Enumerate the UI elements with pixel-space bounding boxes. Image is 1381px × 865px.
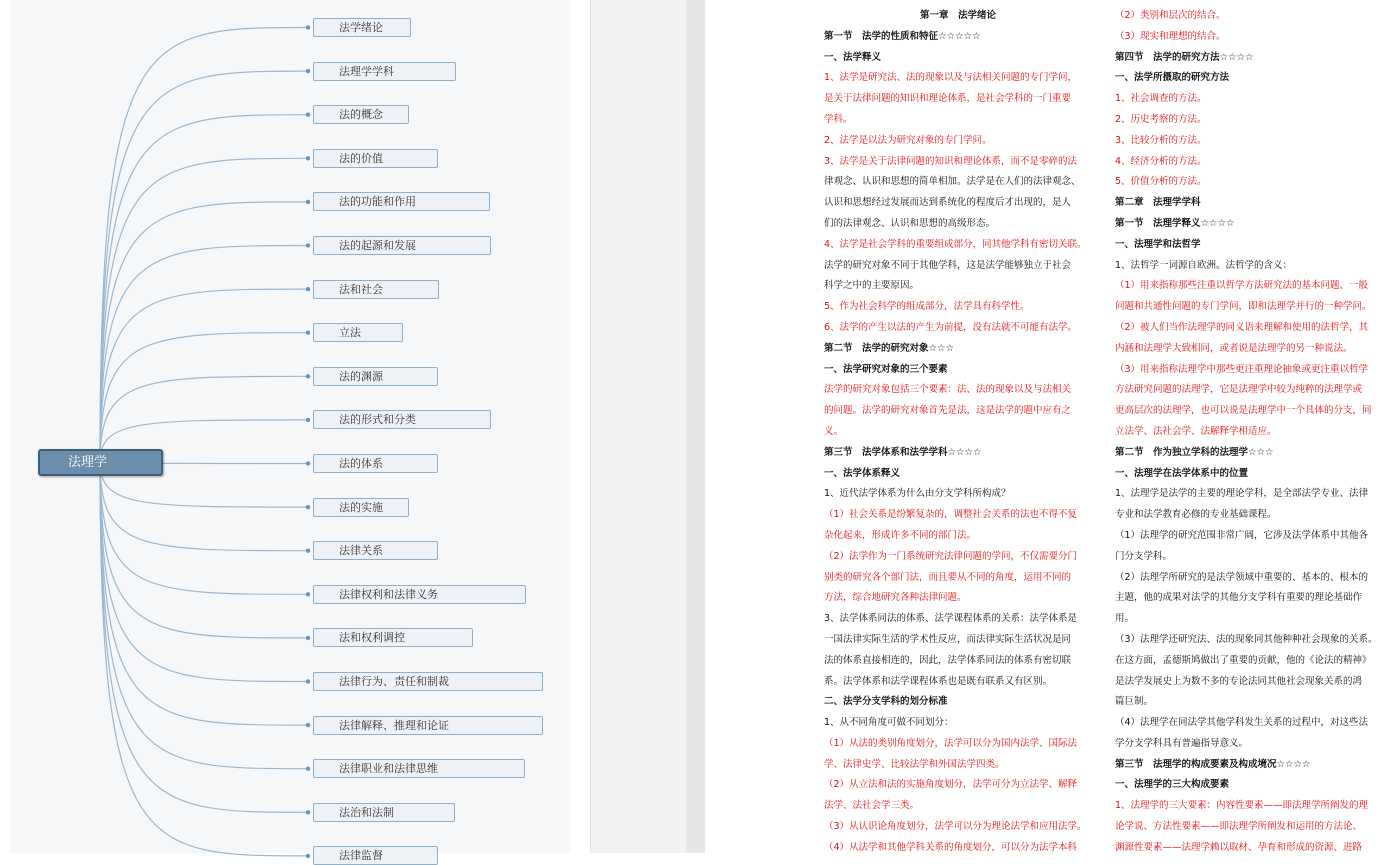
document-line: 学科。 bbox=[824, 113, 853, 125]
mindmap-connector-dot bbox=[306, 331, 310, 335]
document-line: 第一节 法学的性质和特征☆☆☆☆☆ bbox=[824, 30, 981, 42]
mindmap-connector-line bbox=[100, 71, 308, 462]
page-gutter bbox=[686, 0, 705, 853]
document-line: 渊源性要素——法理学赖以取材、孕育和形成的资源、进路 bbox=[1115, 841, 1363, 853]
document-line: 第二节 法学的研究对象☆☆☆ bbox=[824, 342, 955, 354]
mindmap-connector-line bbox=[100, 462, 308, 594]
document-line: 1、法理学是法学的主要的理论学科，是全部法学专业、法律 bbox=[1115, 488, 1369, 500]
mindmap-connector-line bbox=[100, 462, 308, 812]
document-line: 们的法律观念、认识和思想的高级形态。 bbox=[824, 217, 996, 229]
document-line: 5、价值分析的方法。 bbox=[1115, 176, 1207, 188]
document-line: 第二节 作为独立学科的法理学☆☆☆ bbox=[1115, 446, 1274, 458]
document-line: 一国法律实际生活的学术性反应，而法律实际生活状况是同 bbox=[824, 633, 1072, 645]
document-line: 问题和共通性问题的专门学问，即和法理学并行的一种学问。 bbox=[1115, 301, 1372, 313]
document-line: 更高层次的法理学，也可以说是法理学中一个具体的分支，同 bbox=[1115, 405, 1372, 417]
document-line: 1、法学是研究法、法的现象以及与法相关问题的专门学问， bbox=[824, 72, 1078, 84]
document-line: 1、法哲学一词源自欧洲。法哲学的含义： bbox=[1115, 259, 1293, 271]
document-line: 3、法学体系同法的体系、法学课程体系的关系：法学体系是 bbox=[824, 613, 1078, 625]
document-line: 的问题。法学的研究对象首先是法，这是法学的题中应有之 bbox=[824, 405, 1072, 417]
mindmap-branch-node[interactable]: 法的起源和发展 bbox=[313, 236, 491, 255]
document-line: 学分支学科具有普遍指导意义。 bbox=[1115, 737, 1249, 749]
mindmap-connector-line bbox=[100, 246, 308, 463]
mindmap-connector-line bbox=[100, 158, 308, 462]
document-line: 3、比较分析的方法。 bbox=[1115, 134, 1207, 146]
document-line: 论学说、方法性要素——即法理学所阐发和运用的方法论、 bbox=[1115, 821, 1363, 833]
mindmap-connector-dot bbox=[306, 69, 310, 73]
document-line: 1、法理学的三大要素：内容性要素——即法理学所阐发的理 bbox=[1115, 800, 1369, 812]
document-line: （2）从立法和法的实施角度划分，法学可分为立法学、解释 bbox=[824, 779, 1078, 791]
document-line: 法学的研究对象包括三个要素：法、法的现象以及与法相关 bbox=[824, 384, 1072, 396]
mindmap-connector-line bbox=[100, 202, 308, 462]
document-line: 别类的研究各个部门法，而且要从不同的角度，运用不同的 bbox=[824, 571, 1072, 583]
document-line: 6、法学的产生以法的产生为前提，没有法就不可能有法学。 bbox=[824, 321, 1078, 333]
document-line: 科学之中的主要原因。 bbox=[824, 280, 920, 292]
document-line: 2、历史考察的方法。 bbox=[1115, 113, 1207, 125]
mindmap-connector-dot bbox=[306, 200, 310, 204]
document-column-left bbox=[824, 6, 1092, 859]
document-line: 是关于法律问题的知识和理论体系，是社会学科的一门重要 bbox=[824, 93, 1072, 105]
document-column-right bbox=[1115, 6, 1380, 859]
document-line: （1）社会关系是纷繁复杂的，调整社会关系的法也不得不复 bbox=[824, 509, 1078, 521]
mindmap-branch-node[interactable]: 法律解释、推理和论证 bbox=[313, 716, 543, 735]
document-line: 主题，他的成果对法学的其他分支学科有重要的理论基础作 bbox=[1115, 592, 1363, 604]
mindmap-connector-dot bbox=[306, 287, 310, 291]
mindmap-connector-dot bbox=[306, 679, 310, 683]
document-line: 4、法学是社会学科的重要组成部分，同其他学科有密切关联。 bbox=[824, 238, 1087, 250]
mindmap-connector-dot bbox=[306, 374, 310, 378]
mindmap-connector-line bbox=[100, 462, 308, 725]
document-line: （2）被人们当作法理学的同义语来理解和使用的法哲学，其 bbox=[1115, 321, 1369, 333]
mindmap-connector-dot bbox=[306, 243, 310, 247]
document-line: 认识和思想经过发展而达到系统化的程度后才出现的，是人 bbox=[824, 197, 1072, 209]
document-line: 系。法学体系和法学课程体系也是既有联系又有区别。 bbox=[824, 675, 1053, 687]
mindmap-branch-node[interactable]: 法律监督 bbox=[313, 846, 438, 865]
mindmap-branch-node[interactable]: 法的价值 bbox=[313, 149, 438, 168]
document-line: 5、作为社会科学的组成部分，法学具有科学性。 bbox=[824, 301, 1030, 313]
document-line: 义。 bbox=[824, 425, 844, 437]
mindmap-branch-node[interactable]: 法律关系 bbox=[313, 541, 438, 560]
mindmap-connector-line bbox=[100, 333, 308, 462]
document-line: 杂化起来，形成许多不同的部门法。 bbox=[824, 529, 977, 541]
mindmap-connector-dot bbox=[306, 636, 310, 640]
document-line: 方法研究问题的法理学，它是法理学中较为纯粹的法理学或 bbox=[1115, 384, 1363, 396]
mindmap-branch-node[interactable]: 法理学学科 bbox=[313, 62, 456, 81]
mindmap-branch-node[interactable]: 法治和法制 bbox=[313, 803, 455, 822]
mindmap-connector-line bbox=[100, 115, 308, 462]
mindmap-connector-line bbox=[100, 289, 308, 462]
mindmap-connector-dot bbox=[306, 113, 310, 117]
document-line: （3）从认识论角度划分，法学可以分为理论法学和应用法学。 bbox=[824, 821, 1087, 833]
document-line: 在这方面，孟德斯鸠做出了重要的贡献，他的《论法的精神》 bbox=[1115, 654, 1372, 666]
document-line: （1）法理学的研究范围非常广阔，它涉及法学体系中其他各 bbox=[1115, 529, 1369, 541]
document-line: 是法学发展史上为数不多的专论法同其他社会现象关系的鸿 bbox=[1115, 675, 1363, 687]
document-line: 律观念、认识和思想的简单相加。法学是在人们的法律观念、 bbox=[824, 176, 1081, 188]
mindmap-branch-node[interactable]: 法和社会 bbox=[313, 280, 439, 299]
document-line: 专业和法学教育必修的专业基础课程。 bbox=[1115, 509, 1277, 521]
document-line: 一、法学释义 bbox=[824, 51, 882, 63]
mindmap-connector-line bbox=[100, 462, 308, 856]
document-line: 二、法学分支学科的划分标准 bbox=[824, 696, 948, 708]
document-line: （2）法理学所研究的是法学领域中重要的、基本的、根本的 bbox=[1115, 571, 1369, 583]
mindmap-branch-node[interactable]: 立法 bbox=[313, 323, 403, 342]
mindmap-branch-node[interactable]: 法和权利调控 bbox=[313, 628, 473, 647]
mindmap-branch-node[interactable]: 法的功能和作用 bbox=[313, 192, 490, 211]
document-line: 3、法学是关于法律问题的知识和理论体系，而不是零碎的法 bbox=[824, 155, 1078, 167]
mindmap-connector-dot bbox=[306, 505, 310, 509]
mindmap-connector-dot bbox=[306, 810, 310, 814]
document-line: （3）法理学还研究法、法的现象同其他种种社会现象的关系。 bbox=[1115, 633, 1378, 645]
document-line: 一、法学体系释义 bbox=[824, 467, 901, 479]
mindmap-branch-node[interactable]: 法的形式和分类 bbox=[313, 410, 491, 429]
document-line: 用。 bbox=[1115, 613, 1135, 625]
document-line: （4）从法学和其他学科关系的角度划分，可以分为法学本科 bbox=[824, 841, 1078, 853]
document-line: 内涵和法理学大致相同，或者说是法理学的另一种说法。 bbox=[1115, 342, 1353, 354]
document-line: （2）法学作为一门系统研究法律问题的学问，不仅需要分门 bbox=[824, 550, 1078, 562]
document-line: 4、经济分析的方法。 bbox=[1115, 155, 1207, 167]
document-line: 门分支学科。 bbox=[1115, 550, 1173, 562]
document-line: 方法，综合地研究各种法律问题。 bbox=[824, 592, 967, 604]
mindmap-connector-dot bbox=[306, 461, 310, 465]
mindmap-connector-dot bbox=[306, 156, 310, 160]
mindmap-connector-dot bbox=[306, 854, 310, 858]
mindmap-connector-line bbox=[100, 28, 308, 463]
mindmap-connector-dot bbox=[306, 723, 310, 727]
document-line: 法的体系直接相连的，因此，法学体系同法的体系有密切联 bbox=[824, 654, 1072, 666]
mindmap-branch-node[interactable]: 法的体系 bbox=[313, 454, 438, 473]
document-line: （3）用来指称法理学中那些更注重理论抽象或更注重以哲学 bbox=[1115, 363, 1369, 375]
mindmap-connector-line bbox=[100, 462, 308, 638]
document-line: 一、法学研究对象的三个要素 bbox=[824, 363, 948, 375]
mindmap-connector-dot bbox=[306, 592, 310, 596]
mindmap-branch-node[interactable]: 法的概念 bbox=[313, 105, 409, 124]
document-line: （1）用来指称那些注重以哲学方法研究法的基本问题、一般 bbox=[1115, 280, 1369, 292]
document-line: 法学、法社会学三类。 bbox=[824, 800, 920, 812]
document-line: 第一章 法学绪论 bbox=[919, 10, 996, 21]
document-line: 第三节 法理学的构成要素及构成境况☆☆☆☆ bbox=[1115, 758, 1311, 770]
document-line: 第三节 法学体系和法学学科☆☆☆☆ bbox=[824, 446, 982, 458]
mindmap-branch-node[interactable]: 法律权利和法律义务 bbox=[313, 585, 526, 604]
document-line: 立法学、法社会学、法解释学相适应。 bbox=[1115, 425, 1277, 437]
mindmap-root-node[interactable]: 法理学 bbox=[38, 449, 163, 476]
document-line: 篇巨制。 bbox=[1115, 696, 1154, 708]
document-line: 1、近代法学体系为什么由分支学科所构成？ bbox=[824, 488, 1011, 500]
document-line: （1）从法的类别角度划分，法学可以分为国内法学、国际法 bbox=[824, 737, 1078, 749]
document-line: （4）法理学在同法学其他学科发生关系的过程中，对这些法 bbox=[1115, 717, 1369, 729]
document-line: 一、法理学和法哲学 bbox=[1115, 238, 1201, 250]
mindmap-branch-node[interactable]: 法学绪论 bbox=[313, 18, 411, 37]
document-page bbox=[705, 0, 1381, 853]
mindmap-branch-node[interactable]: 法的实施 bbox=[313, 498, 409, 517]
document-line: 一、法理学在法学体系中的位置 bbox=[1115, 467, 1249, 479]
document-line: 一、法学所摄取的研究方法 bbox=[1115, 72, 1230, 84]
document-line: 1、社会调查的方法。 bbox=[1115, 93, 1207, 105]
document-line: 第四节 法学的研究方法☆☆☆☆ bbox=[1115, 51, 1254, 63]
document-line: （2）类别和层次的结合。 bbox=[1115, 10, 1226, 21]
mindmap-connector-dot bbox=[306, 767, 310, 771]
mindmap-connector-dot bbox=[306, 418, 310, 422]
mindmap-branch-node[interactable]: 法律行为、责任和制裁 bbox=[313, 672, 543, 691]
mindmap-branch-node[interactable]: 法的渊源 bbox=[313, 367, 438, 386]
document-line: 第一节 法理学释义☆☆☆☆ bbox=[1115, 217, 1235, 229]
document-line: 学、法律史学、比较法学和外国法学四类。 bbox=[824, 758, 1005, 770]
mindmap-connector-dot bbox=[306, 549, 310, 553]
mindmap-page bbox=[0, 0, 590, 863]
document-line: 第二章 法理学学科 bbox=[1115, 197, 1201, 209]
page-divider bbox=[590, 0, 686, 853]
document-line: 2、法学是以法为研究对象的专门学问。 bbox=[824, 134, 992, 146]
mindmap-branch-node[interactable]: 法律职业和法律思维 bbox=[313, 759, 525, 778]
mindmap-connector-line bbox=[100, 462, 308, 769]
document-line: 一、法理学的三大构成要素 bbox=[1115, 779, 1230, 791]
document-line: （3）现实和理想的结合。 bbox=[1115, 30, 1226, 42]
document-line: 1、从不同角度可做不同划分： bbox=[824, 717, 954, 729]
document-line: 法学的研究对象不同于其他学科，这是法学能够独立于社会 bbox=[824, 259, 1072, 271]
mindmap-connector-dot bbox=[306, 25, 310, 29]
